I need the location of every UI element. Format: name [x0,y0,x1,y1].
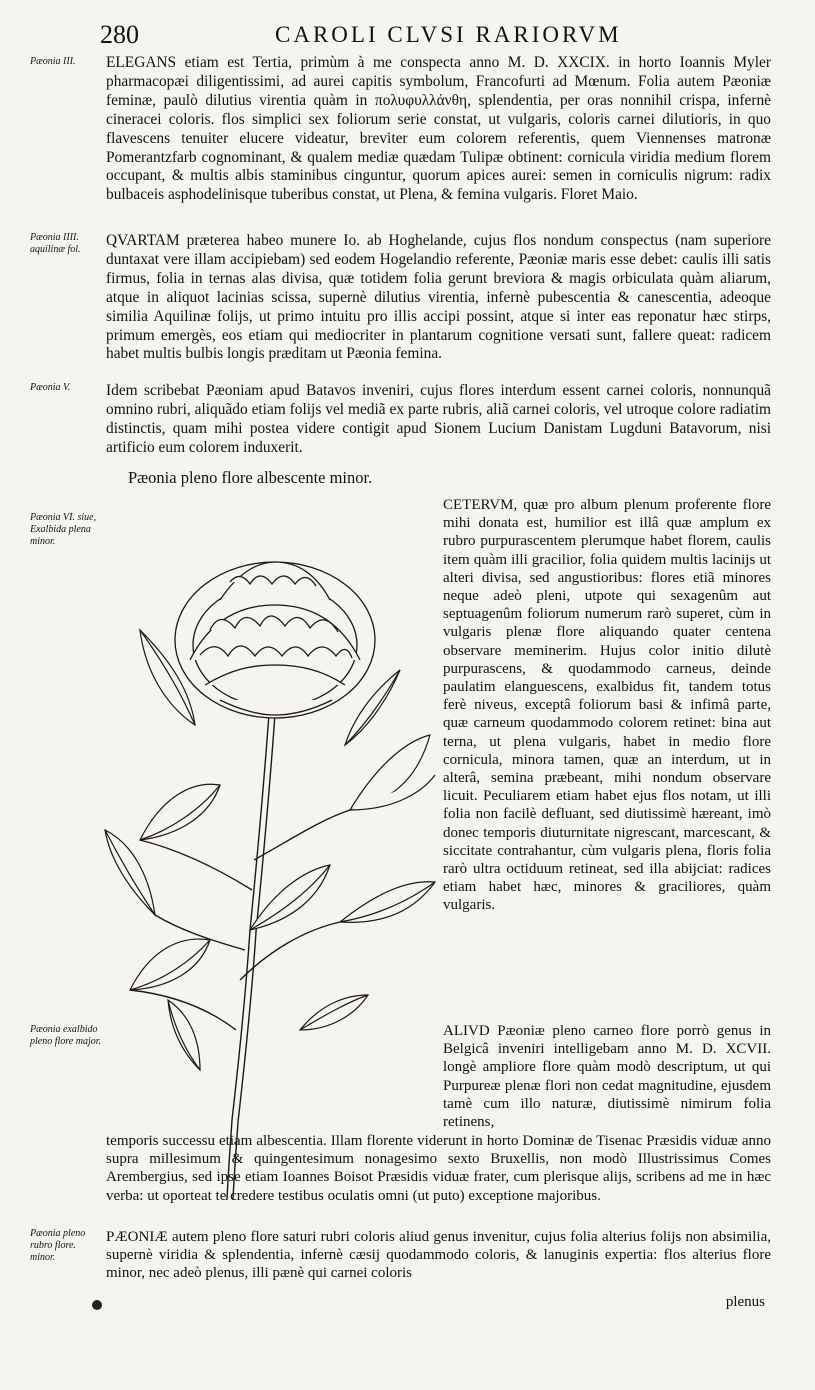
catchword: plenus [725,1294,765,1310]
peony-woodcut-graphic [100,510,440,1210]
margin-note: Pæonia IIII. aquilinæ fol. [30,232,81,255]
paragraph: ALIVD Pæoniæ pleno carneo flore porrò genus in Belgicâ inveniri intelligebam anno M. D. XCVII. longè ampliore flore quàm modò descriptum, ut qui Purpureæ plenæ flori non cedat magnitudine, ejusdem tamè cum illo naturæ, diutissimè nimirum folia retinens, [443,1023,771,1131]
paragraph: ELEGANS etiam est Tertia, primùm à me conspecta anno M. D. XXCIX. in horto Ioannis Myler pharmacopæi diligentissimi, ad aurei capitis symbolum, Francofurti ad Mœnum. Folia autem Pæoniæ feminæ, paulò dilutius virentia quàm in πολυφυλλάνθη, splendentia, per oras nonnihil crispa, infernè cineracei coloris. flos simplici sex foliorum serie constat, ut vulgaris, coloris carnei dilutioris, in quo flavescens tenuiter elucere videatur, breviter eum colorem referentis, quem Viennenses matronæ Pomerantzfarb cognominant, & qualem mediæ quædam Tulipæ obtinent: cornicula viridia medium florem occupant, & multis albis staminibus cinguntur, quorum apices aurei: semen in corniculis nigrum: radix bulbaceis asphodelinisque tuberibus constat, ut Plena, & femina vulgaris. Floret Maio. [106,54,771,204]
margin-note: Pæonia exalbido pleno flore major. [30,1024,102,1047]
paragraph: PÆONIÆ autem pleno flore saturi rubri coloris aliud genus invenitur, cujus folia alterius folijs non absimilia, supernè viridia & splendentia, infernè cæsij quodammodo coloris, & lanuginis expertia: flos alterius flore minor, nec adeò plenus, illi pænè qui carnei coloris [106,1229,771,1282]
paragraph: temporis successu etiam albescentia. Illam florente viderunt in horto Dominæ de Tisenac Præsidis viduæ anno supra millesimum & quingentesimum nonagesimo sexto Bruxellis, non modò Illustrissimus Comes Arembergius, sed ipse etiam Ioannes Boisot Præsidis viduæ frater, cum plerisque alijs, scribens ad me in hæc verba: ut oporteat te credere testibus oculatis omni (ut puto) exceptione majoribus. [106,1133,771,1204]
peony-illustration [100,510,440,1210]
paragraph: CETERVM, quæ pro album plenum proferente flore mihi donata est, humilior est illâ quæ amplum ex rubro purpurascentem plerumque habet florem, caulis item quàm illi gracilior, folia quidem multis lacinijs ut alteri divisa, sed angustioribus: flores etiã minores neque adeò pleni, utpote qui sexagenûm aut septuagenûm foliorum numerum rarò superet, cùm in vulgaris plenæ flore aliquando quater centena observare meminerim. Hujus color initio dilutè purpurascens, & quodammodo carneus, deinde paulatim elanguescens, exalbidus fit, tandem totus ferè niveus, exceptâ foliorum basi & infimâ parte, quæ carneum quodammodo colorem retinet: bina aut terna, ut plena vulgaris, habet in medio flore cornicula, minora tamen, quæ an interdum, ut in alterâ, semina præbeant, mihi nondum observare licuit. Peculiarem etiam habet ejus flos notam, ut illi folia non facilè defluant, sed diutissimè hæreant, imò donec temporis diuturnitate nigrescant, marcescant, & siccitate contrahantur, cùm vulgaris plena, floris folia rarò ultra octiduum retineat, sed illa abijciat: radices etiam habet hæc, minores & graciliores, quàm vulgaris. [443,497,771,914]
paragraph: QVARTAM præterea habeo munere Io. ab Hoghelande, cujus flos nondum conspectus (nam superiore duntaxat vere illam accipiebam) sed eodem Hogelandio referente, Pæoniæ maris esse debet: caulis illi satis firmus, folia in ternas alas divisa, quæ totidem folia gerunt breviora & magis orbiculata quàm aliarum, atque in aliquot lacinias scissa, supernè dilutius virentia, infernè pubescentia & canescentia, adeoque similia Aquilinæ folijs, ut primo intuitu pro illis accipi possint, atque si inter eas reponatur hæc stirps, primum emergès, eos etiam qui mediocriter in plantarum cognitione versati sunt, fallere queat: radicem habet multis bulbis longis præditam ut Pæonia femina. [106,232,771,363]
margin-note: Pæonia III. [30,56,76,67]
figure-caption: Pæonia pleno flore albescente minor. [128,468,373,487]
margin-note: Pæonia pleno rubro flore. minor. [30,1228,86,1263]
page-number: 280 [100,20,139,49]
paragraph: Idem scribebat Pæoniam apud Batavos inveniri, cujus flores interdum essent carnei coloris, nonnunquã omnino rubri, aliquãdo etiam folijs vel mediã ex parte rubris, aliã carnei coloris, vel utroque colore radiatim distinctis, quam mihi postea videre contigit apud Sionem Lucium Danistam Lugduni Batavorum, nisi artificio eum colorem induxerit. [106,382,771,456]
margin-note: Pæonia V. [30,382,71,393]
ink-spot [92,1300,102,1310]
page-header [100,18,780,50]
running-title: CAROLI CLVSI RARIORVM [275,22,622,47]
margin-note: Pæonia VI. siue, Exalbida plena minor. [30,512,97,547]
